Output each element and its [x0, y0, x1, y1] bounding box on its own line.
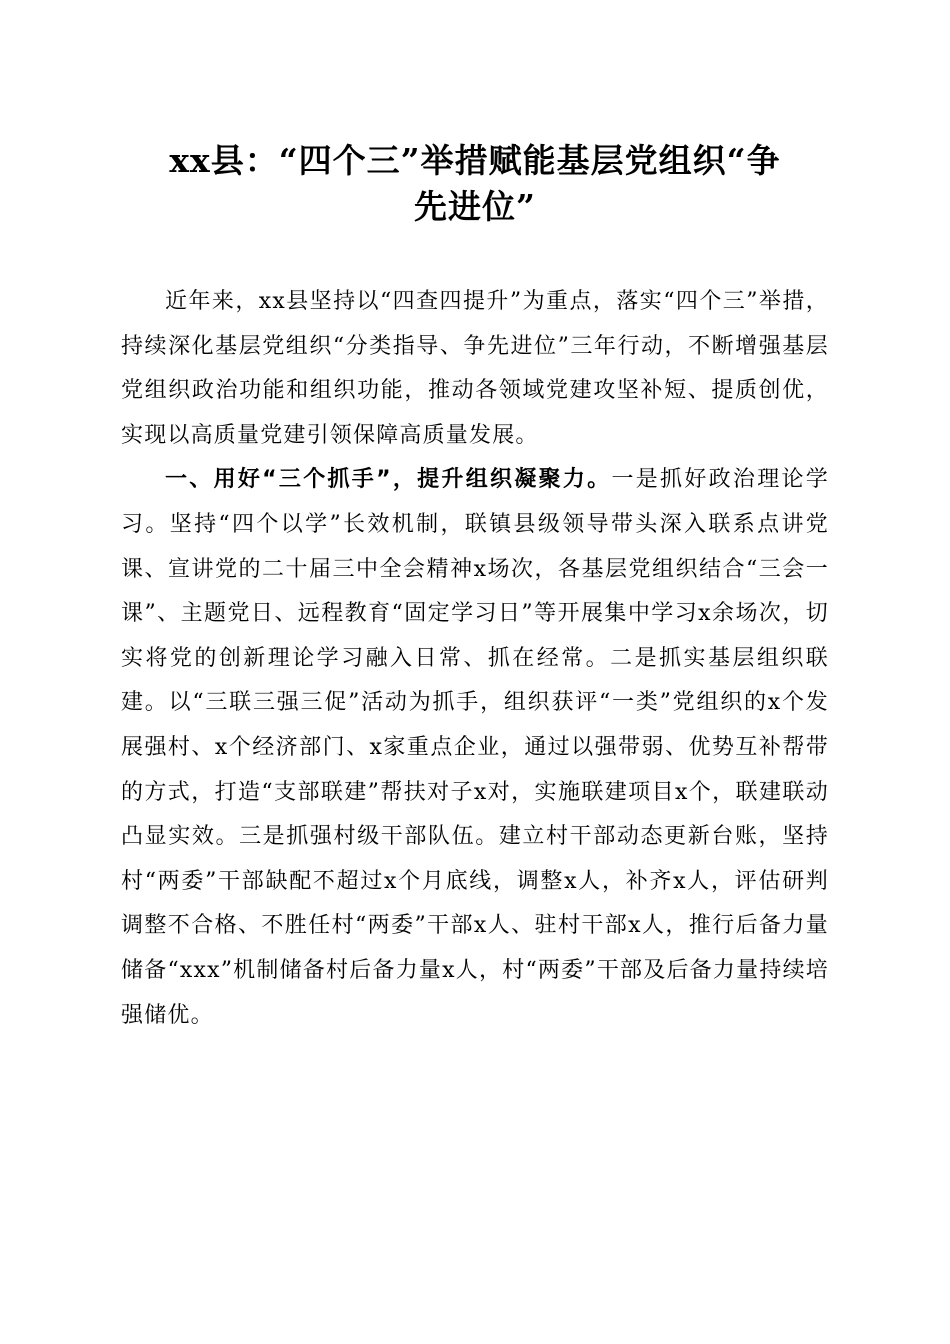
- section-one-text: 一是抓好政治理论学习。坚持“四个以学”长效机制，联镇县级领导带头深入联系点讲党课、宣讲党的二十届三中全会精神x场次，各基层党组织结合“三会一课”、主题党日、远程教育“固定学习日”等开展集中学习x余场次，切实将党的创新理论学习融入日常、抓在经常。二是抓实基层组织联建。以“三联三强三促”活动为抓手，组织获评“一类”党组织的x个发展强村、x个经济部门、x家重点企业，通过以强带弱、优势互补帮带的方式，打造“支部联建”帮扶对子x对，实施联建项目x个，联建联动凸显实效。三是抓强村级干部队伍。建立村干部动态更新台账，坚持村“两委”干部缺配不超过x个月底线，调整x人，补齐x人，评估研判调整不合格、不胜任村“两委”干部x人、驻村干部x人，推行后备力量储备“xxx”机制储备村后备力量x人，村“两委”干部及后备力量持续培强储优。: [121, 467, 829, 1028]
- document-body: [121, 280, 829, 1038]
- document-title: [120, 138, 830, 230]
- intro-paragraph-text: 近年来，xx县坚持以“四查四提升”为重点，落实“四个三”举措，持续深化基层党组织“分类指导、争先进位”三年行动，不断增强基层党组织政治功能和组织功能，推动各领域党建攻坚补短、提质创优，实现以高质量党建引领保障高质量发展。: [121, 289, 829, 448]
- section-one-paragraph: [121, 458, 829, 1038]
- section-one-heading: 一、用好“三个抓手”，提升组织凝聚力。: [165, 467, 612, 493]
- intro-paragraph: [121, 280, 829, 458]
- title-line-2: 先进位”: [414, 187, 536, 226]
- title-line-1: xx县：“四个三”举措赋能基层党组织“争: [169, 141, 781, 180]
